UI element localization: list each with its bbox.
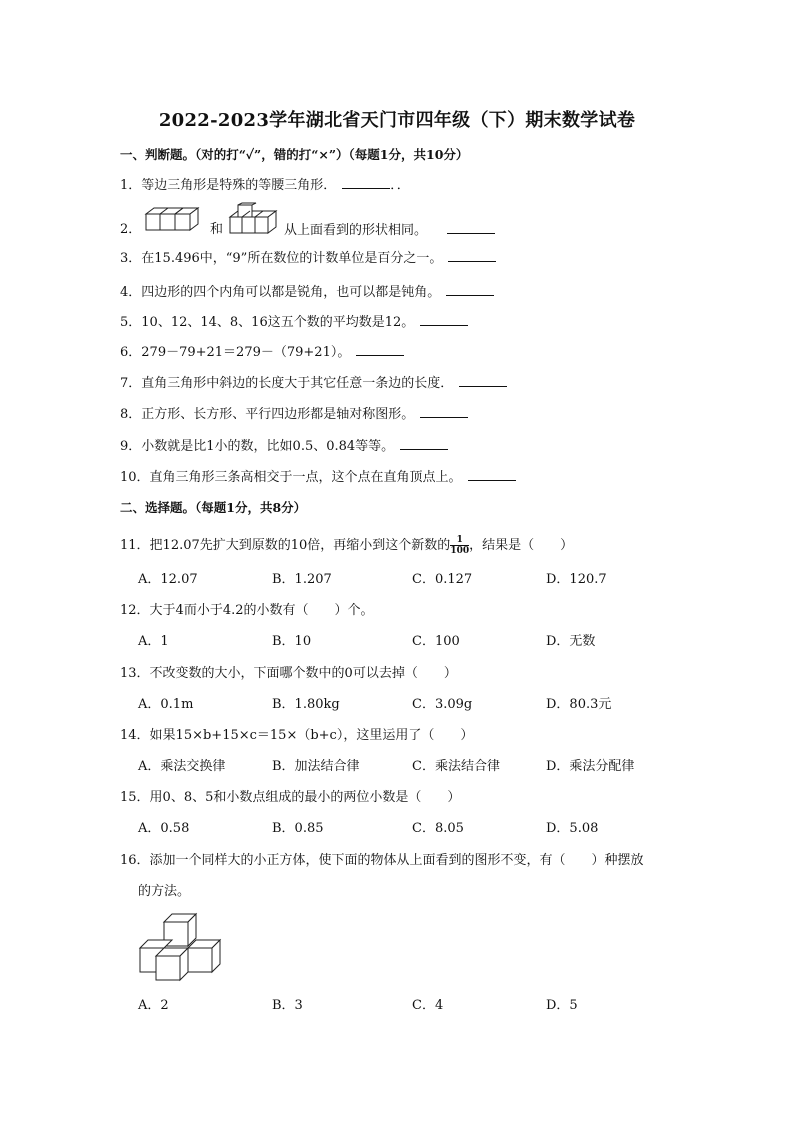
q12-option-b[interactable]: B．10 — [272, 634, 312, 649]
q12-option-d[interactable]: D．无数 — [546, 634, 596, 649]
question-6 — [120, 343, 404, 362]
question-16: 16．添加一个同样大的小正方体，使下面的物体从上面看到的图形不变，有（ ）种摆放 — [120, 853, 644, 868]
fraction-denominator: 100 — [450, 546, 470, 556]
question-2-number: 2． — [120, 222, 142, 237]
question-11 — [120, 535, 573, 556]
q14-option-d[interactable]: D．乘法分配律 — [546, 759, 635, 774]
question-3-text: 3．在15.496中，“9”所在数位的计数单位是百分之一。 — [120, 251, 443, 266]
question-5 — [120, 313, 468, 332]
q15-option-c[interactable]: C．8.05 — [412, 821, 464, 836]
q13-option-c[interactable]: C．3.09g — [412, 697, 473, 712]
question-1 — [120, 176, 410, 195]
q13-option-b[interactable]: B．1.80kg — [272, 697, 340, 712]
question-2-and: 和 — [210, 222, 224, 237]
answer-blank[interactable] — [446, 283, 494, 296]
question-11-text-b: ，结果是（ ） — [469, 538, 574, 553]
question-12: 12．大于4而小于4.2的小数有（ ）个。 — [120, 603, 374, 618]
q12-option-a[interactable]: A．1 — [138, 634, 169, 649]
fraction-one-hundredth — [450, 535, 469, 556]
answer-blank[interactable] — [447, 221, 495, 234]
q15-option-d[interactable]: D．5.08 — [546, 821, 599, 836]
question-3 — [120, 249, 496, 268]
question-7-text: 7．直角三角形中斜边的长度大于其它任意一条边的长度． — [120, 376, 454, 391]
question-9 — [120, 437, 448, 456]
question-2-text: 从上面看到的形状相同。 — [284, 223, 428, 238]
answer-blank[interactable] — [420, 313, 468, 326]
question-1-text: 1．等边三角形是特殊的等腰三角形． — [120, 178, 337, 193]
q16-option-d[interactable]: D．5 — [546, 998, 578, 1013]
question-4-text: 4．四边形的四个内角可以都是锐角，也可以都是钝角。 — [120, 285, 441, 300]
cube-figure-b — [226, 203, 284, 235]
section-2-heading: 二、选择题。（每题1分，共8分） — [120, 500, 307, 515]
q12-option-c[interactable]: C．100 — [412, 634, 460, 649]
q16-option-b[interactable]: B．3 — [272, 998, 303, 1013]
question-5-text: 5．10、12、14、8、16这五个数的平均数是12。 — [120, 315, 415, 330]
answer-blank[interactable] — [342, 176, 390, 189]
question-14: 14．如果15×b+15×c＝15×（b+c），这里运用了（ ） — [120, 728, 474, 743]
q16-option-a[interactable]: A．2 — [138, 998, 169, 1013]
q11-option-d[interactable]: D．120.7 — [546, 572, 607, 587]
q11-option-b[interactable]: B．1.207 — [272, 572, 332, 587]
q11-option-c[interactable]: C．0.127 — [412, 572, 473, 587]
q11-option-a[interactable]: A．12.07 — [138, 572, 198, 587]
answer-blank[interactable] — [468, 468, 516, 481]
question-9-text: 9．小数就是比1小的数，比如0.5、0.84等等。 — [120, 439, 395, 454]
fraction-numerator: 1 — [450, 535, 469, 546]
question-7 — [120, 374, 507, 393]
q14-option-b[interactable]: B．加法结合律 — [272, 759, 360, 774]
question-11-text-a: 11．把12.07先扩大到原数的10倍，再缩小到这个新数的 — [120, 538, 451, 553]
q16-option-c[interactable]: C．4 — [412, 998, 444, 1013]
question-6-text: 6．279－79+21＝279－（79+21）。 — [120, 345, 351, 360]
section-1-heading: 一、判断题。（对的打“✓”，错的打“×”）（每题1分，共10分） — [120, 147, 469, 162]
q15-option-a[interactable]: A．0.58 — [138, 821, 190, 836]
question-1-suffix: ．． — [390, 178, 410, 193]
answer-blank[interactable] — [356, 343, 404, 356]
cube-stack-figure — [136, 912, 228, 984]
answer-blank[interactable] — [459, 374, 507, 387]
question-16-continued: 的方法。 — [138, 884, 191, 899]
question-13: 13．不改变数的大小，下面哪个数中的0可以去掉（ ） — [120, 666, 457, 681]
cube-figure-a — [142, 206, 208, 234]
q13-option-d[interactable]: D．80.3元 — [546, 697, 612, 712]
question-4 — [120, 283, 494, 302]
question-2 — [284, 221, 495, 240]
answer-blank[interactable] — [448, 249, 496, 262]
question-10 — [120, 468, 516, 487]
answer-blank[interactable] — [400, 437, 448, 450]
q14-option-a[interactable]: A．乘法交换律 — [138, 759, 226, 774]
question-15: 15．用0、8、5和小数点组成的最小的两位小数是（ ） — [120, 790, 461, 805]
q14-option-c[interactable]: C．乘法结合律 — [412, 759, 500, 774]
question-8-text: 8．正方形、长方形、平行四边形都是轴对称图形。 — [120, 407, 415, 422]
page-title: 2022-2023学年湖北省天门市四年级（下）期末数学试卷 — [158, 110, 636, 131]
q15-option-b[interactable]: B．0.85 — [272, 821, 324, 836]
q13-option-a[interactable]: A．0.1m — [138, 697, 194, 712]
answer-blank[interactable] — [420, 405, 468, 418]
question-8 — [120, 405, 468, 424]
question-10-text: 10．直角三角形三条高相交于一点，这个点在直角顶点上。 — [120, 470, 462, 485]
